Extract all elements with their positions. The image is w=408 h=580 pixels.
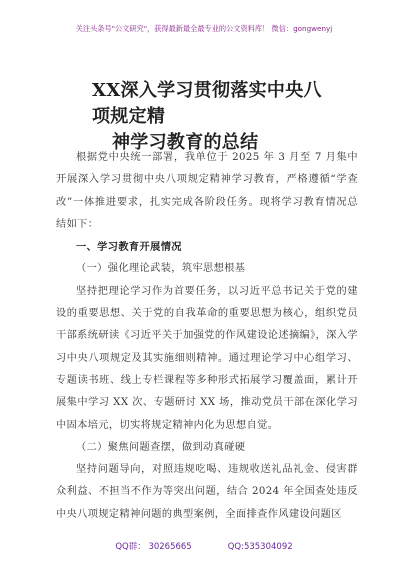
footer-qq-group: QQ群： 30265665 (115, 542, 192, 552)
subsection-heading-1: （一）强化理论武装，筑牢思想根基 (76, 263, 246, 275)
subsection-paragraph-2: 坚持问题导向，对照违规吃喝、违规收送礼品礼金、侵害群众利益、不担当不作为等突出问题，结合 2024 年全国查处违反中央八项规定精神问题的典型案例，全面排查作风建设问题区 (56, 464, 358, 520)
document-title (92, 78, 332, 156)
document-body (56, 147, 358, 526)
top-banner: 关注头条号"公文研究"，获得最新最全最专业的公文资料库！ 微信：gongwenyj (75, 24, 333, 33)
footer-qq: QQ:535304092 (227, 542, 293, 552)
subsection-heading-2: （二）聚焦问题查摆，做到动真碰硬 (76, 441, 246, 453)
subsection-paragraph-1: 坚持把理论学习作为首要任务，以习近平总书记关于党的建设的重要思想、关于党的自我革命的重要思想为核心，组织党员干部系统研读《习近平关于加强党的作风建设论述摘编》，深入学习中央八项规定及其实施细则精神。通过理论学习中心组学习、专题读书班、线上专栏课程等多种形式拓展学习覆盖面，累计开展集中学习 XX 次、专题研讨 XX 场，推动党员干部在深化学习中固本培元，切实将规定精神内化为思想自觉。 (56, 285, 358, 431)
intro-paragraph: 根据党中央统一部署，我单位于 2025 年 3 月至 7 月集中开展深入学习贯彻中央八项规定精神学习教育，严格遵循“学查改”一体推进要求，扎实完成各阶段任务。现将学习教育情况总结如下： (56, 152, 358, 230)
page-footer (0, 540, 408, 552)
title-line-2: 神学习教育的总结 (112, 132, 259, 153)
section-heading-1: 一、学习教育开展情况 (76, 241, 182, 254)
title-line-1: XX深入学习贯彻落实中央八项规定精 (92, 80, 322, 127)
